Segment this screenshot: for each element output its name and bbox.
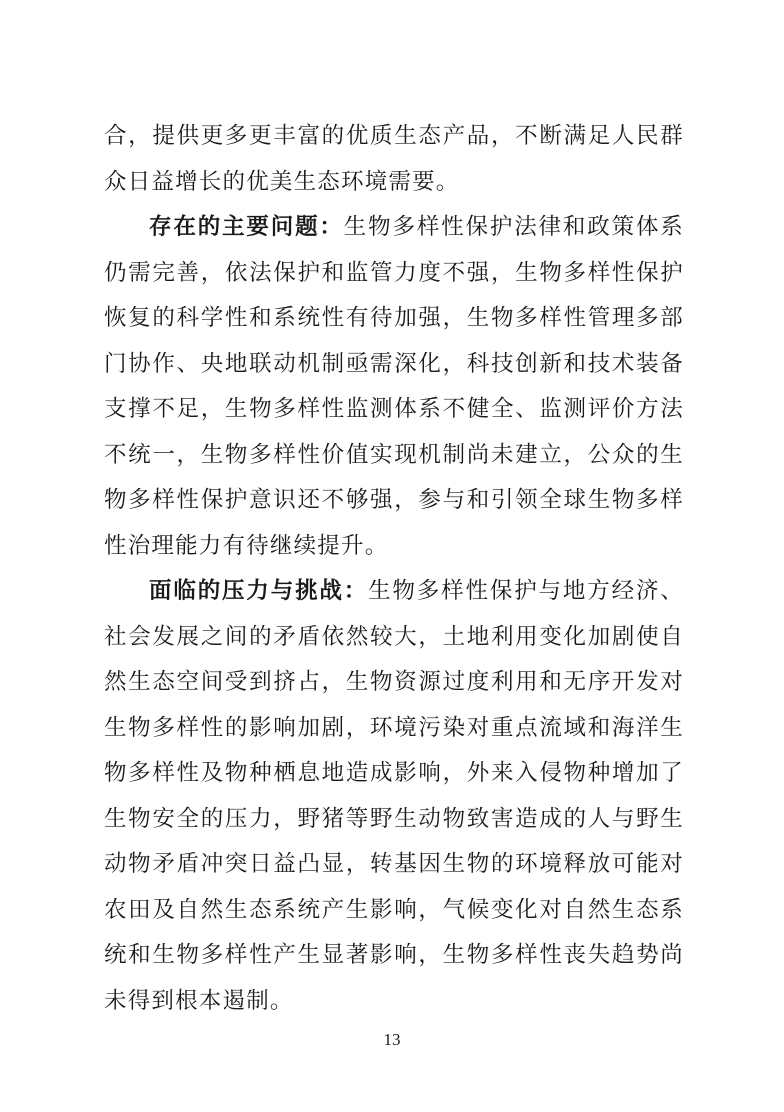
paragraph-text: 生物多样性保护法律和政策体系仍需完善，依法保护和监管力度不强，生物多样性保护恢复的科学性和系统性有待加强，生物多样性管理多部门协作、央地联动机制亟需深化，科技创新和技术装备支撑不足，生物多样性监测体系不健全、监测评价方法不统一，生物多样性价值实现机制尚未建立，公众的生物多样性保护意识还不够强，参与和引领全球生物多样性治理能力有待继续提升。 [104, 214, 684, 559]
paragraph-text: 生物多样性保护与地方经济、社会发展之间的矛盾依然较大，土地利用变化加剧使自然生态空间受到挤占，生物资源过度利用和无序开发对生物多样性的影响加剧，环境污染对重点流域和海洋生物多样性及物种栖息地造成影响，外来入侵物种增加了生物安全的压力，野猪等野生动物致害造成的人与野生动物矛盾冲突日益凸显，转基因生物的环境释放可能对农田及自然生态系统产生影响，气候变化对自然生态系统和生物多样性产生显著影响，生物多样性丧失趋势尚未得到根本遏制。 [104, 578, 684, 1014]
paragraph-pressures-challenges [104, 569, 684, 1024]
paragraph-heading: 面临的压力与挑战： [149, 578, 369, 604]
paragraph-text: 合，提供更多更丰富的优质生态产品，不断满足人民群众日益增长的优美生态环境需要。 [104, 123, 684, 195]
paragraph-heading: 存在的主要问题： [149, 214, 344, 240]
body-text [104, 114, 684, 1024]
paragraph-continuation [104, 114, 684, 205]
page-number: 13 [383, 1030, 401, 1049]
paragraph-main-problems [104, 205, 684, 569]
